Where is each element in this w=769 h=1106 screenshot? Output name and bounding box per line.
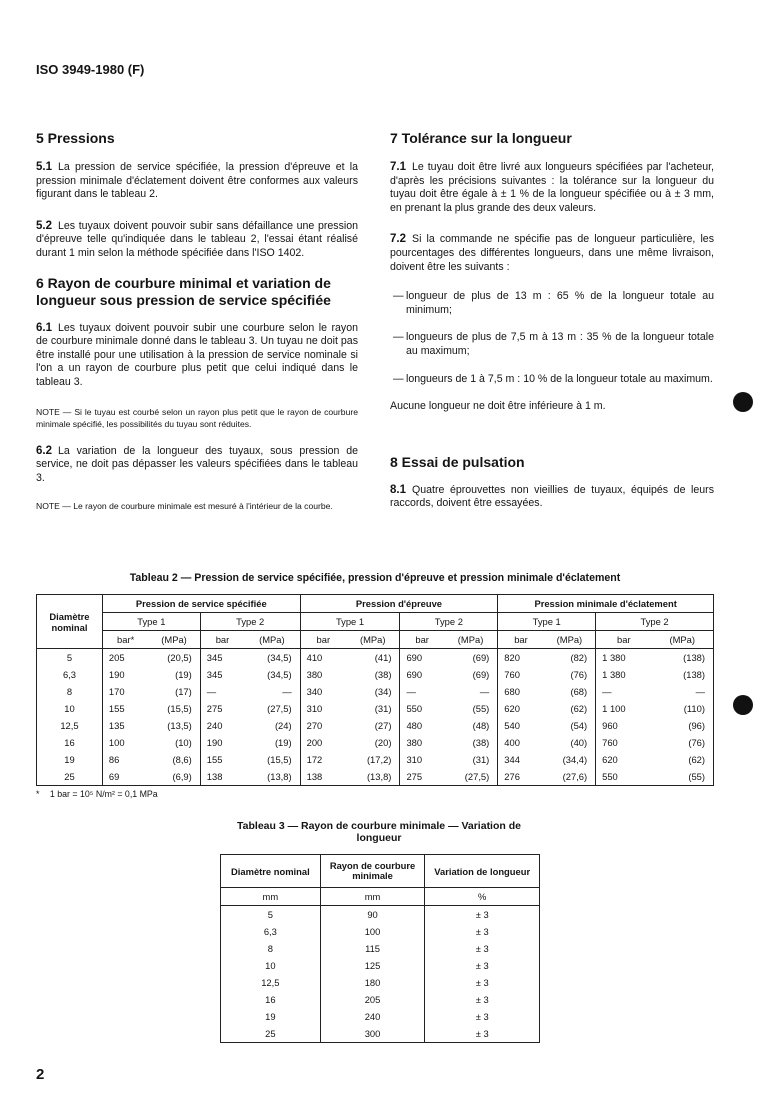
table-cell: 760: [504, 669, 520, 680]
table-cell: 25: [37, 768, 103, 786]
table-row: [37, 683, 714, 700]
table-cell: 6,3: [37, 666, 103, 683]
paragraph-6-2: [36, 445, 358, 486]
table-cell: (27,5): [444, 768, 498, 786]
table-cell: 1 380: [602, 652, 626, 663]
paragraph-text: Quatre éprouvettes non vieillies de tuyaux, équipés de leurs raccords, doivent être essayées.: [390, 483, 714, 510]
table-cell: (82): [544, 649, 596, 667]
paragraph-min-length: Aucune longueur ne doit être inférieure à 1 m.: [390, 400, 606, 413]
margin-bullet-mark: [733, 392, 753, 412]
table-cell: ± 3: [425, 957, 540, 974]
footnote-marker: *: [36, 789, 40, 799]
paragraph-number: 6.2: [36, 444, 52, 457]
table-cell: 310: [306, 703, 323, 714]
table-cell: 172: [306, 754, 323, 765]
table-cell: 10: [221, 957, 321, 974]
table-cell: (8,6): [148, 751, 200, 768]
type-header: Type 2: [200, 613, 300, 631]
paragraph-number: 7.1: [390, 161, 406, 173]
list-item-length-1: [390, 290, 714, 317]
table-unit-row: [37, 631, 714, 649]
table-cell: (6,9): [148, 768, 200, 786]
table-cell: (38): [346, 666, 400, 683]
table-cell: (138): [652, 666, 714, 683]
note-radius-measure: NOTE — Le rayon de courbure minimale est mesuré à l'intérieur de la courbe.: [36, 501, 333, 512]
table-3-unit-row: [221, 888, 540, 906]
unit-header: bar: [200, 631, 244, 649]
table-cell: ± 3: [425, 923, 540, 940]
table-cell: ± 3: [425, 991, 540, 1008]
column-group-proof: Pression d'épreuve: [300, 595, 498, 613]
table-cell: 115: [320, 940, 425, 957]
table-cell: 690: [406, 652, 423, 663]
unit-header: (MPa): [148, 631, 200, 649]
table-cell: 1 100: [602, 703, 626, 714]
table-type-row: [37, 613, 714, 631]
table-cell: 16: [37, 734, 103, 751]
table-cell: (110): [652, 700, 714, 717]
table-cell: ± 3: [425, 1025, 540, 1043]
table-cell: 345: [206, 652, 223, 663]
note-bend-radius: NOTE — Si le tuyau est courbé selon un rayon plus petit que le rayon de courbure minimale spécifié, les possibilités du tuyau sont réduites.: [36, 406, 358, 429]
table-cell: 620: [602, 754, 618, 765]
paragraph-text: Si la commande ne spécifie pas de longueur particulière, les pourcentages des différentes longueurs, dans une même livraison, doivent être les suivants :: [390, 233, 714, 273]
table-cell: (31): [444, 751, 498, 768]
table-cell: 190: [206, 737, 223, 748]
table-cell: 86: [108, 754, 120, 765]
type-header: Type 2: [596, 613, 714, 631]
section-8-title: 8 Essai de pulsation: [390, 453, 525, 470]
paragraph-number: 6.1: [36, 321, 52, 334]
right-column: [390, 128, 714, 511]
table-cell: (34): [346, 683, 400, 700]
table-row: [37, 751, 714, 768]
table-row: [37, 666, 714, 683]
table-3-body: [221, 906, 540, 1043]
table-row: [221, 940, 540, 957]
paragraph-5-1: [36, 161, 358, 202]
table-cell: 240: [320, 1008, 425, 1025]
table-cell: 5: [221, 906, 321, 924]
table-cell: 300: [320, 1025, 425, 1043]
table-cell: 200: [306, 737, 323, 748]
table-cell: 90: [320, 906, 425, 924]
table-cell: 410: [306, 652, 323, 663]
page-number: 2: [36, 1066, 45, 1083]
table-row: [37, 734, 714, 751]
unit-header: (MPa): [346, 631, 400, 649]
table-cell: (13,8): [346, 768, 400, 786]
document-header: ISO 3949-1980 (F): [36, 62, 145, 77]
paragraph-5-2: [36, 220, 358, 261]
table-cell: (27,5): [244, 700, 300, 717]
table-cell: 400: [504, 737, 520, 748]
table-cell: (15,5): [244, 751, 300, 768]
table-row: [37, 717, 714, 734]
table-cell: 10: [37, 700, 103, 717]
paragraph-text: Les tuyaux doivent pouvoir subir sans défaillance une pression d'épreuve telle qu'indiquée dans le tableau 2, l'essai étant réalisé durant 1 min selon la méthode spécifiée dans l'ISO 1402.: [36, 219, 358, 259]
unit-header: bar*: [102, 631, 148, 649]
table-cell: (19): [148, 666, 200, 683]
table-row: [221, 974, 540, 991]
unit-header: (MPa): [444, 631, 498, 649]
table-cell: (96): [652, 717, 714, 734]
unit-header: (MPa): [652, 631, 714, 649]
list-item-text: longueurs de plus de 7,5 m à 13 m : 35 % de la longueur totale au maximum;: [406, 331, 714, 357]
paragraph-text: Les tuyaux doivent pouvoir subir une courbure selon le rayon de courbure minimale donné dans le tableau 3. Un tuyau ne doit pas être installé pour une utilisation à la pression de service nominale si l'on a un rayon de courbure plus petit que celui indiqué dans le tableau 3.: [36, 321, 358, 388]
table-cell: (69): [444, 666, 498, 683]
table-cell: ± 3: [425, 1008, 540, 1025]
table-cell: 12,5: [37, 717, 103, 734]
table-row: [221, 991, 540, 1008]
paragraph-number: 8.1: [390, 483, 406, 496]
type-header: Type 1: [300, 613, 400, 631]
table-cell: 125: [320, 957, 425, 974]
dash-marker: —: [393, 290, 404, 303]
table-cell: (13,8): [244, 768, 300, 786]
table-cell: (76): [544, 666, 596, 683]
column-header-variation: Variation de longueur: [425, 855, 540, 888]
list-item-text: longueur de plus de 13 m : 65 % de la longueur totale au minimum;: [406, 290, 714, 316]
table-2: [36, 594, 714, 786]
table-cell: (24): [244, 717, 300, 734]
table-row: [37, 768, 714, 786]
column-header-radius: Rayon de courbure minimale: [320, 855, 425, 888]
table-cell: (55): [652, 768, 714, 786]
table-cell: (20): [346, 734, 400, 751]
table-cell: (48): [444, 717, 498, 734]
table-cell: 6,3: [221, 923, 321, 940]
table-cell: —: [406, 686, 416, 697]
list-item-text: longueurs de 1 à 7,5 m : 10 % de la longueur totale au maximum.: [406, 372, 713, 385]
table-3-caption: Tableau 3 — Rayon de courbure minimale — Variation de longueur: [237, 820, 521, 844]
table-cell: 25: [221, 1025, 321, 1043]
unit-cell: mm: [221, 888, 321, 906]
table-cell: 690: [406, 669, 423, 680]
table-2-caption: Tableau 2 — Pression de service spécifiée, pression d'épreuve et pression minimale d'éclatement: [129, 572, 621, 584]
table-cell: 820: [504, 652, 520, 663]
column-group-service: Pression de service spécifiée: [102, 595, 300, 613]
paragraph-number: 5.2: [36, 219, 52, 232]
table-cell: 240: [206, 720, 223, 731]
table-row: [221, 957, 540, 974]
table-row: [37, 700, 714, 717]
table-cell: 680: [504, 686, 520, 697]
table-cell: 8: [221, 940, 321, 957]
left-column: [36, 128, 358, 512]
table-cell: 275: [400, 768, 444, 786]
table-2-footnote: [36, 789, 158, 799]
table-cell: 550: [596, 768, 652, 786]
table-cell: 310: [406, 754, 423, 765]
table-cell: (40): [544, 734, 596, 751]
table-cell: (68): [544, 683, 596, 700]
unit-cell: mm: [320, 888, 425, 906]
table-cell: 620: [504, 703, 520, 714]
table-cell: 180: [320, 974, 425, 991]
table-cell: 480: [406, 720, 423, 731]
table-cell: (20,5): [148, 649, 200, 667]
table-cell: 138: [300, 768, 346, 786]
table-cell: 155: [108, 703, 125, 714]
table-cell: (19): [244, 734, 300, 751]
table-cell: (17): [148, 683, 200, 700]
table-cell: (62): [544, 700, 596, 717]
table-cell: (34,5): [244, 649, 300, 667]
table-cell: 276: [498, 768, 544, 786]
table-cell: 760: [602, 737, 618, 748]
table-3-header-row: [221, 855, 540, 888]
table-cell: (76): [652, 734, 714, 751]
table-row: [221, 906, 540, 924]
paragraph-7-1: [390, 161, 714, 215]
table-cell: (34,4): [544, 751, 596, 768]
table-cell: (62): [652, 751, 714, 768]
table-cell: (69): [444, 649, 498, 667]
table-cell: 205: [320, 991, 425, 1008]
table-cell: —: [444, 683, 498, 700]
table-cell: —: [244, 683, 300, 700]
table-cell: 205: [108, 652, 125, 663]
unit-header: (MPa): [244, 631, 300, 649]
table-cell: 100: [108, 737, 125, 748]
table-3: [220, 854, 540, 1043]
column-header-diameter: Diamètre nominal: [37, 595, 103, 649]
table-cell: 1 380: [602, 669, 626, 680]
footnote-text: 1 bar = 10⁵ N/m² = 0,1 MPa: [49, 789, 158, 799]
table-cell: 16: [221, 991, 321, 1008]
table-cell: 100: [320, 923, 425, 940]
table-cell: 960: [602, 720, 618, 731]
table-cell: —: [602, 686, 612, 697]
table-cell: 380: [406, 737, 423, 748]
table-cell: 170: [108, 686, 125, 697]
table-cell: 275: [206, 703, 223, 714]
paragraph-6-1: [36, 322, 358, 390]
table-cell: 138: [200, 768, 244, 786]
dash-marker: —: [393, 331, 404, 344]
paragraph-text: La pression de service spécifiée, la pression d'épreuve et la pression minimale d'éclatement doivent être conformes aux valeurs figurant dans le tableau 2.: [36, 161, 358, 201]
table-cell: (13,5): [148, 717, 200, 734]
table-cell: 8: [37, 683, 103, 700]
table-cell: (31): [346, 700, 400, 717]
unit-header: bar: [596, 631, 652, 649]
table-cell: 19: [221, 1008, 321, 1025]
table-cell: 344: [504, 754, 520, 765]
paragraph-8-1: [390, 484, 714, 511]
table-cell: 5: [37, 649, 103, 667]
table-row: [221, 923, 540, 940]
table-cell: 540: [504, 720, 520, 731]
table-header-row: [37, 595, 714, 613]
table-cell: 69: [102, 768, 148, 786]
column-header-diameter: Diamètre nominal: [221, 855, 321, 888]
unit-cell: %: [425, 888, 540, 906]
table-cell: (27): [346, 717, 400, 734]
type-header: Type 2: [400, 613, 498, 631]
table-cell: 550: [406, 703, 423, 714]
dash-marker: —: [393, 372, 404, 385]
table-cell: 270: [306, 720, 323, 731]
margin-bullet-mark: [733, 695, 753, 715]
table-cell: 345: [206, 669, 223, 680]
table-cell: (17,2): [346, 751, 400, 768]
table-cell: ± 3: [425, 906, 540, 924]
section-7-title: 7 Tolérance sur la longueur: [390, 130, 572, 146]
paragraph-7-2: [390, 233, 714, 274]
unit-header: (MPa): [544, 631, 596, 649]
table-row: [37, 649, 714, 667]
table-cell: (38): [444, 734, 498, 751]
column-group-burst: Pression minimale d'éclatement: [498, 595, 714, 613]
table-cell: (34,5): [244, 666, 300, 683]
paragraph-text: La variation de la longueur des tuyaux, sous pression de service, ne doit pas dépasser les valeurs spécifiées dans le tableau 3.: [36, 444, 358, 484]
table-cell: (10): [148, 734, 200, 751]
table-cell: (138): [652, 649, 714, 667]
table-row: [221, 1025, 540, 1043]
table-cell: 340: [306, 686, 323, 697]
paragraph-text: Le tuyau doit être livré aux longueurs spécifiées par l'acheteur, d'après les précisions suivantes : la tolérance sur la longueur du tuyau doit être égale à ± 1 % de la longueur spécifiée ou à ± 3 mm, en prenant la plus grande des deux valeurs.: [390, 161, 714, 214]
table-cell: (55): [444, 700, 498, 717]
table-cell: (54): [544, 717, 596, 734]
list-item-length-2: [390, 331, 714, 358]
table-cell: 155: [206, 754, 223, 765]
table-cell: ± 3: [425, 940, 540, 957]
paragraph-number: 7.2: [390, 233, 406, 246]
table-cell: —: [652, 683, 714, 700]
type-header: Type 1: [102, 613, 200, 631]
section-5-title: 5 Pressions: [36, 130, 115, 146]
table-cell: 19: [37, 751, 103, 768]
table-cell: —: [206, 686, 217, 697]
table-2-body: [37, 649, 714, 786]
unit-header: bar: [400, 631, 444, 649]
table-cell: 135: [108, 720, 125, 731]
table-cell: 380: [306, 669, 323, 680]
unit-header: bar: [498, 631, 544, 649]
section-6-title: 6 Rayon de courbure minimal et variation de longueur sous pression de service spécifiée: [36, 274, 331, 308]
table-row: [221, 1008, 540, 1025]
table-cell: 190: [108, 669, 125, 680]
table-cell: (15,5): [148, 700, 200, 717]
type-header: Type 1: [498, 613, 596, 631]
unit-header: bar: [300, 631, 346, 649]
table-cell: (41): [346, 649, 400, 667]
list-item-length-3: [390, 373, 714, 387]
table-cell: (27,6): [544, 768, 596, 786]
table-cell: ± 3: [425, 974, 540, 991]
table-cell: 12,5: [221, 974, 321, 991]
paragraph-number: 5.1: [36, 161, 52, 173]
